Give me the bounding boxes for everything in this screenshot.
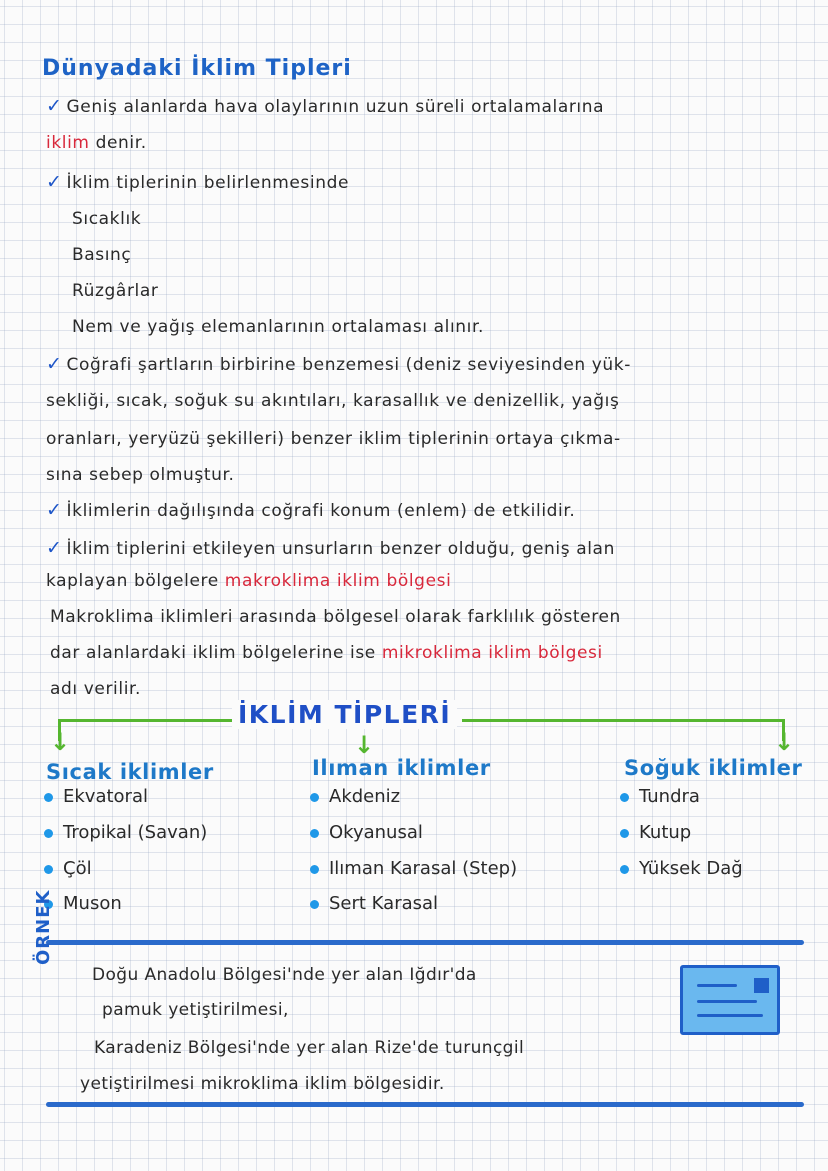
text-span: İklimlerin dağılışında coğrafi konum (enlem) de etkilidir. <box>66 501 576 521</box>
list-item-label: Ilıman Karasal (Step) <box>329 858 518 879</box>
text-line <box>72 281 158 301</box>
example-line: Karadeniz Bölgesi'nde yer alan Rize'de turunçgil <box>94 1038 525 1058</box>
text-line <box>50 643 603 663</box>
text-span: adı verilir. <box>50 679 142 699</box>
diagram-heading: İKLİM TİPLERİ <box>232 700 457 729</box>
list-item-label: Tropikal (Savan) <box>63 822 208 843</box>
column-title-cold: Soğuk iklimler <box>624 756 803 780</box>
list-item-label: Sert Karasal <box>329 893 439 914</box>
text-span: sına sebep olmuştur. <box>46 465 235 485</box>
page-title: Dünyadaki İklim Tipleri <box>42 56 352 81</box>
bullet-icon <box>310 865 319 874</box>
text-line <box>46 537 615 559</box>
text-span: kaplayan bölgelere <box>46 571 225 591</box>
connector-line-left <box>58 719 248 722</box>
text-line <box>46 391 619 411</box>
bullet-icon <box>44 865 53 874</box>
example-line: pamuk yetiştirilmesi, <box>102 1000 289 1020</box>
bullet-icon <box>310 829 319 838</box>
checkmark-icon: ✓ <box>46 499 63 521</box>
list-item <box>44 893 122 914</box>
highlighted-term: iklim <box>46 133 90 153</box>
list-item-label: Tundra <box>639 786 700 807</box>
text-line <box>72 317 484 337</box>
checkmark-icon: ✓ <box>46 537 63 559</box>
checkmark-icon: ✓ <box>46 171 63 193</box>
document-icon <box>680 965 780 1035</box>
text-span: Nem ve yağış elemanlarının ortalaması alınır. <box>72 317 485 337</box>
example-line: Doğu Anadolu Bölgesi'nde yer alan Iğdır'da <box>92 965 477 985</box>
list-item-label: Çöl <box>63 858 92 879</box>
list-item <box>620 858 743 879</box>
text-line <box>46 429 621 449</box>
text-line <box>46 499 575 521</box>
text-line <box>46 95 604 117</box>
connector-line-right <box>462 719 784 722</box>
text-span: Geniş alanlarda hava olaylarının uzun süreli ortalamalarına <box>66 97 605 117</box>
text-line <box>50 607 621 627</box>
text-line <box>50 679 141 699</box>
list-item <box>310 822 423 843</box>
list-item-label: Muson <box>63 893 122 914</box>
text-span: dar alanlardaki iklim bölgelerine ise <box>50 643 382 663</box>
column-title-temperate: Ilıman iklimler <box>312 756 491 780</box>
arrow-down-icon: ↓ <box>50 728 71 756</box>
list-item <box>620 822 691 843</box>
list-item <box>310 786 400 807</box>
text-span: Basınç <box>72 245 132 265</box>
text-span: İklim tiplerinin belirlenmesinde <box>66 173 350 193</box>
list-item <box>44 822 207 843</box>
list-item <box>44 858 92 879</box>
checkmark-icon: ✓ <box>46 353 63 375</box>
divider-top <box>46 940 804 945</box>
bullet-icon <box>620 829 629 838</box>
divider-bottom <box>46 1102 804 1107</box>
text-line <box>46 171 349 193</box>
list-item-label: Kutup <box>639 822 692 843</box>
column-title-hot: Sıcak iklimler <box>46 760 214 784</box>
text-span: İklim tiplerini etkileyen unsurların benzer olduğu, geniş alan <box>66 539 615 559</box>
text-line <box>46 465 235 485</box>
text-line <box>72 245 131 265</box>
text-span: oranları, yeryüzü şekilleri) benzer iklim tiplerinin ortaya çıkma- <box>46 429 621 449</box>
text-line <box>46 353 631 375</box>
list-item-label: Yüksek Dağ <box>639 858 743 879</box>
arrow-down-icon: ↓ <box>354 731 375 759</box>
example-line: yetiştirilmesi mikroklima iklim bölgesidir. <box>80 1074 445 1094</box>
text-span: sekliği, sıcak, soğuk su akıntıları, karasallık ve denizellik, yağış <box>46 391 620 411</box>
text-span: Coğrafi şartların birbirine benzemesi (deniz seviyesinden yük- <box>66 355 631 375</box>
highlighted-term: mikroklima iklim bölgesi <box>381 643 603 663</box>
highlighted-term: makroklima iklim bölgesi <box>224 571 452 591</box>
bullet-icon <box>310 793 319 802</box>
list-item-label: Akdeniz <box>329 786 401 807</box>
bullet-icon <box>310 900 319 909</box>
text-span: Sıcaklık <box>72 209 142 229</box>
arrow-down-icon: ↓ <box>774 728 795 756</box>
example-label: ÖRNEK <box>33 889 54 965</box>
text-span: Makroklima iklimleri arasında bölgesel olarak farklılık gösteren <box>50 607 621 627</box>
text-line <box>72 209 141 229</box>
text-line <box>46 133 147 153</box>
text-line <box>46 571 451 591</box>
bullet-icon <box>620 793 629 802</box>
list-item <box>44 786 148 807</box>
list-item-label: Okyanusal <box>329 822 423 843</box>
bullet-icon <box>620 865 629 874</box>
bullet-icon <box>44 829 53 838</box>
list-item-label: Ekvatoral <box>63 786 148 807</box>
list-item <box>310 858 517 879</box>
checkmark-icon: ✓ <box>46 95 63 117</box>
list-item <box>310 893 438 914</box>
bullet-icon <box>44 793 53 802</box>
text-span: denir. <box>89 133 147 153</box>
text-span: Rüzgârlar <box>72 281 159 301</box>
list-item <box>620 786 700 807</box>
